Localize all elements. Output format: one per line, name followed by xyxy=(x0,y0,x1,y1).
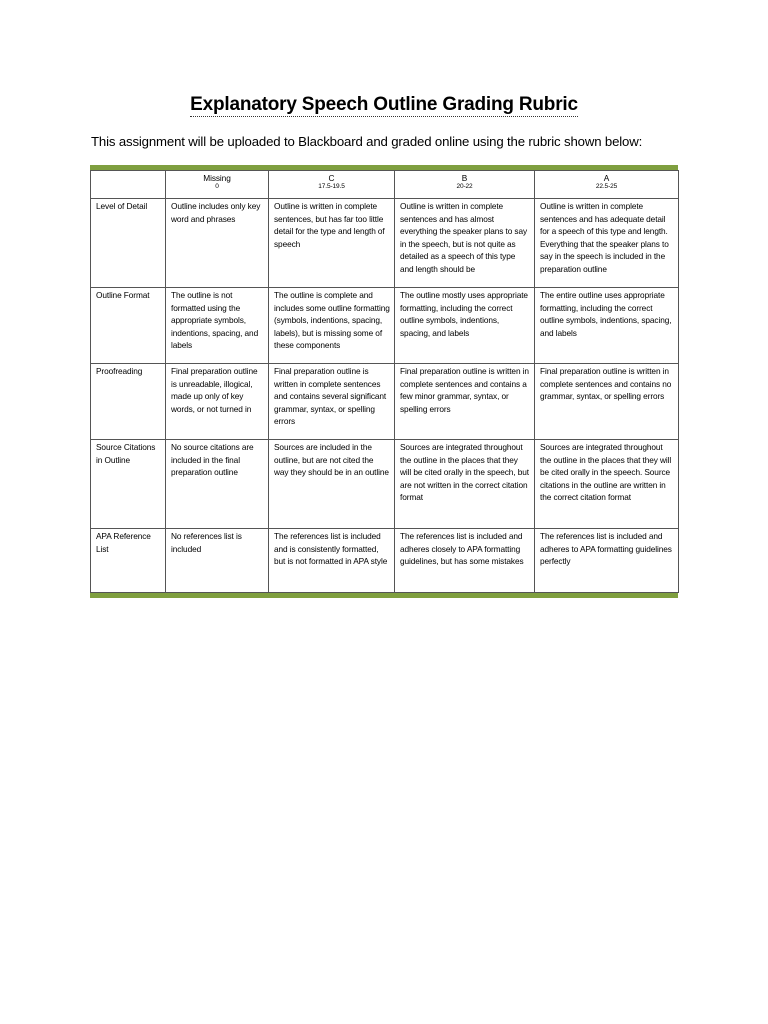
rubric-cell-a: Final preparation outline is written in complete sentences and contains no grammar, syntax, or spelling errors xyxy=(535,364,679,440)
rubric-cell-c: Outline is written in complete sentences, but has far too little detail for the type and length of speech xyxy=(269,199,395,288)
criterion-cell: Source Citations in Outline xyxy=(91,440,166,529)
rubric-cell-b: The references list is included and adheres closely to APA formatting guidelines, but has some mistakes xyxy=(395,529,535,593)
rubric-cell-c: The outline is complete and includes some outline formatting (symbols, indentions, spacing, labels), but is missing some of these components xyxy=(269,288,395,364)
criterion-cell: Proofreading xyxy=(91,364,166,440)
rubric-cell-a: The entire outline uses appropriate formatting, including the correct outline symbols, indentions, spacing, and labels xyxy=(535,288,679,364)
header-range: 22.5-25 xyxy=(595,183,618,190)
rubric-table-frame xyxy=(90,165,678,598)
rubric-row-outline-format xyxy=(91,288,679,364)
header-cell-a xyxy=(535,171,679,199)
rubric-cell-a: Sources are integrated throughout the outline in the places that they will be cited orally in the speech. Source citations in the outline are written in the correct citation format xyxy=(535,440,679,529)
rubric-cell-b: The outline mostly uses appropriate formatting, including the correct outline symbols, indentions, spacing, and labels xyxy=(395,288,535,364)
header-label: A xyxy=(603,173,610,183)
rubric-row-source-citations xyxy=(91,440,679,529)
rubric-cell-b: Sources are integrated throughout the outline in the places that they will be cited orally in the speech, but are not written in the correct citation format xyxy=(395,440,535,529)
intro-text: This assignment will be uploaded to Blackboard and graded online using the rubric shown below: xyxy=(91,134,643,149)
rubric-cell-missing: Outline includes only key word and phrases xyxy=(166,199,269,288)
criterion-cell: APA Reference List xyxy=(91,529,166,593)
criterion-cell: Outline Format xyxy=(91,288,166,364)
rubric-cell-a: Outline is written in complete sentences and has adequate detail for a speech of this type and length. Everything that the speaker plans to say in the speech is included in the preparation outline xyxy=(535,199,679,288)
criterion-cell: Level of Detail xyxy=(91,199,166,288)
rubric-row-proofreading xyxy=(91,364,679,440)
header-cell-c xyxy=(269,171,395,199)
page-title xyxy=(0,94,768,116)
rubric-cell-a: The references list is included and adheres to APA formatting guidelines perfectly xyxy=(535,529,679,593)
rubric-header-row xyxy=(91,171,679,199)
header-range: 0 xyxy=(215,183,219,190)
header-label: Missing xyxy=(203,173,231,183)
rubric-cell-missing: No references list is included xyxy=(166,529,269,593)
rubric-row-level-of-detail xyxy=(91,199,679,288)
header-cell-b xyxy=(395,171,535,199)
rubric-cell-missing: Final preparation outline is unreadable, illogical, made up only of key words, or not turned in xyxy=(166,364,269,440)
rubric-cell-c: Final preparation outline is written in complete sentences and contains several significant grammar, syntax, or spelling errors xyxy=(269,364,395,440)
rubric-cell-c: Sources are included in the outline, but are not cited the way they should be in an outline xyxy=(269,440,395,529)
rubric-cell-missing: No source citations are included in the final preparation outline xyxy=(166,440,269,529)
page-title-text: Explanatory Speech Outline Grading Rubric xyxy=(190,94,578,115)
header-label: C xyxy=(328,173,335,183)
header-cell-missing xyxy=(166,171,269,199)
header-cell-criteria xyxy=(91,171,166,199)
rubric-cell-b: Final preparation outline is written in complete sentences and contains a few minor grammar, syntax, or spelling errors xyxy=(395,364,535,440)
header-range: 20-22 xyxy=(456,183,473,190)
rubric-table xyxy=(90,170,679,593)
rubric-row-apa-reference-list xyxy=(91,529,679,593)
header-range: 17.5-19.5 xyxy=(318,183,345,190)
rubric-cell-missing: The outline is not formatted using the appropriate symbols, indentions, spacing, and labels xyxy=(166,288,269,364)
rubric-cell-b: Outline is written in complete sentences and has almost everything the speaker plans to say in the speech, but is not quite as detailed as a speech of this type and length should be xyxy=(395,199,535,288)
header-label: B xyxy=(461,173,468,183)
rubric-cell-c: The references list is included and is consistently formatted, but is not formatted in APA style xyxy=(269,529,395,593)
